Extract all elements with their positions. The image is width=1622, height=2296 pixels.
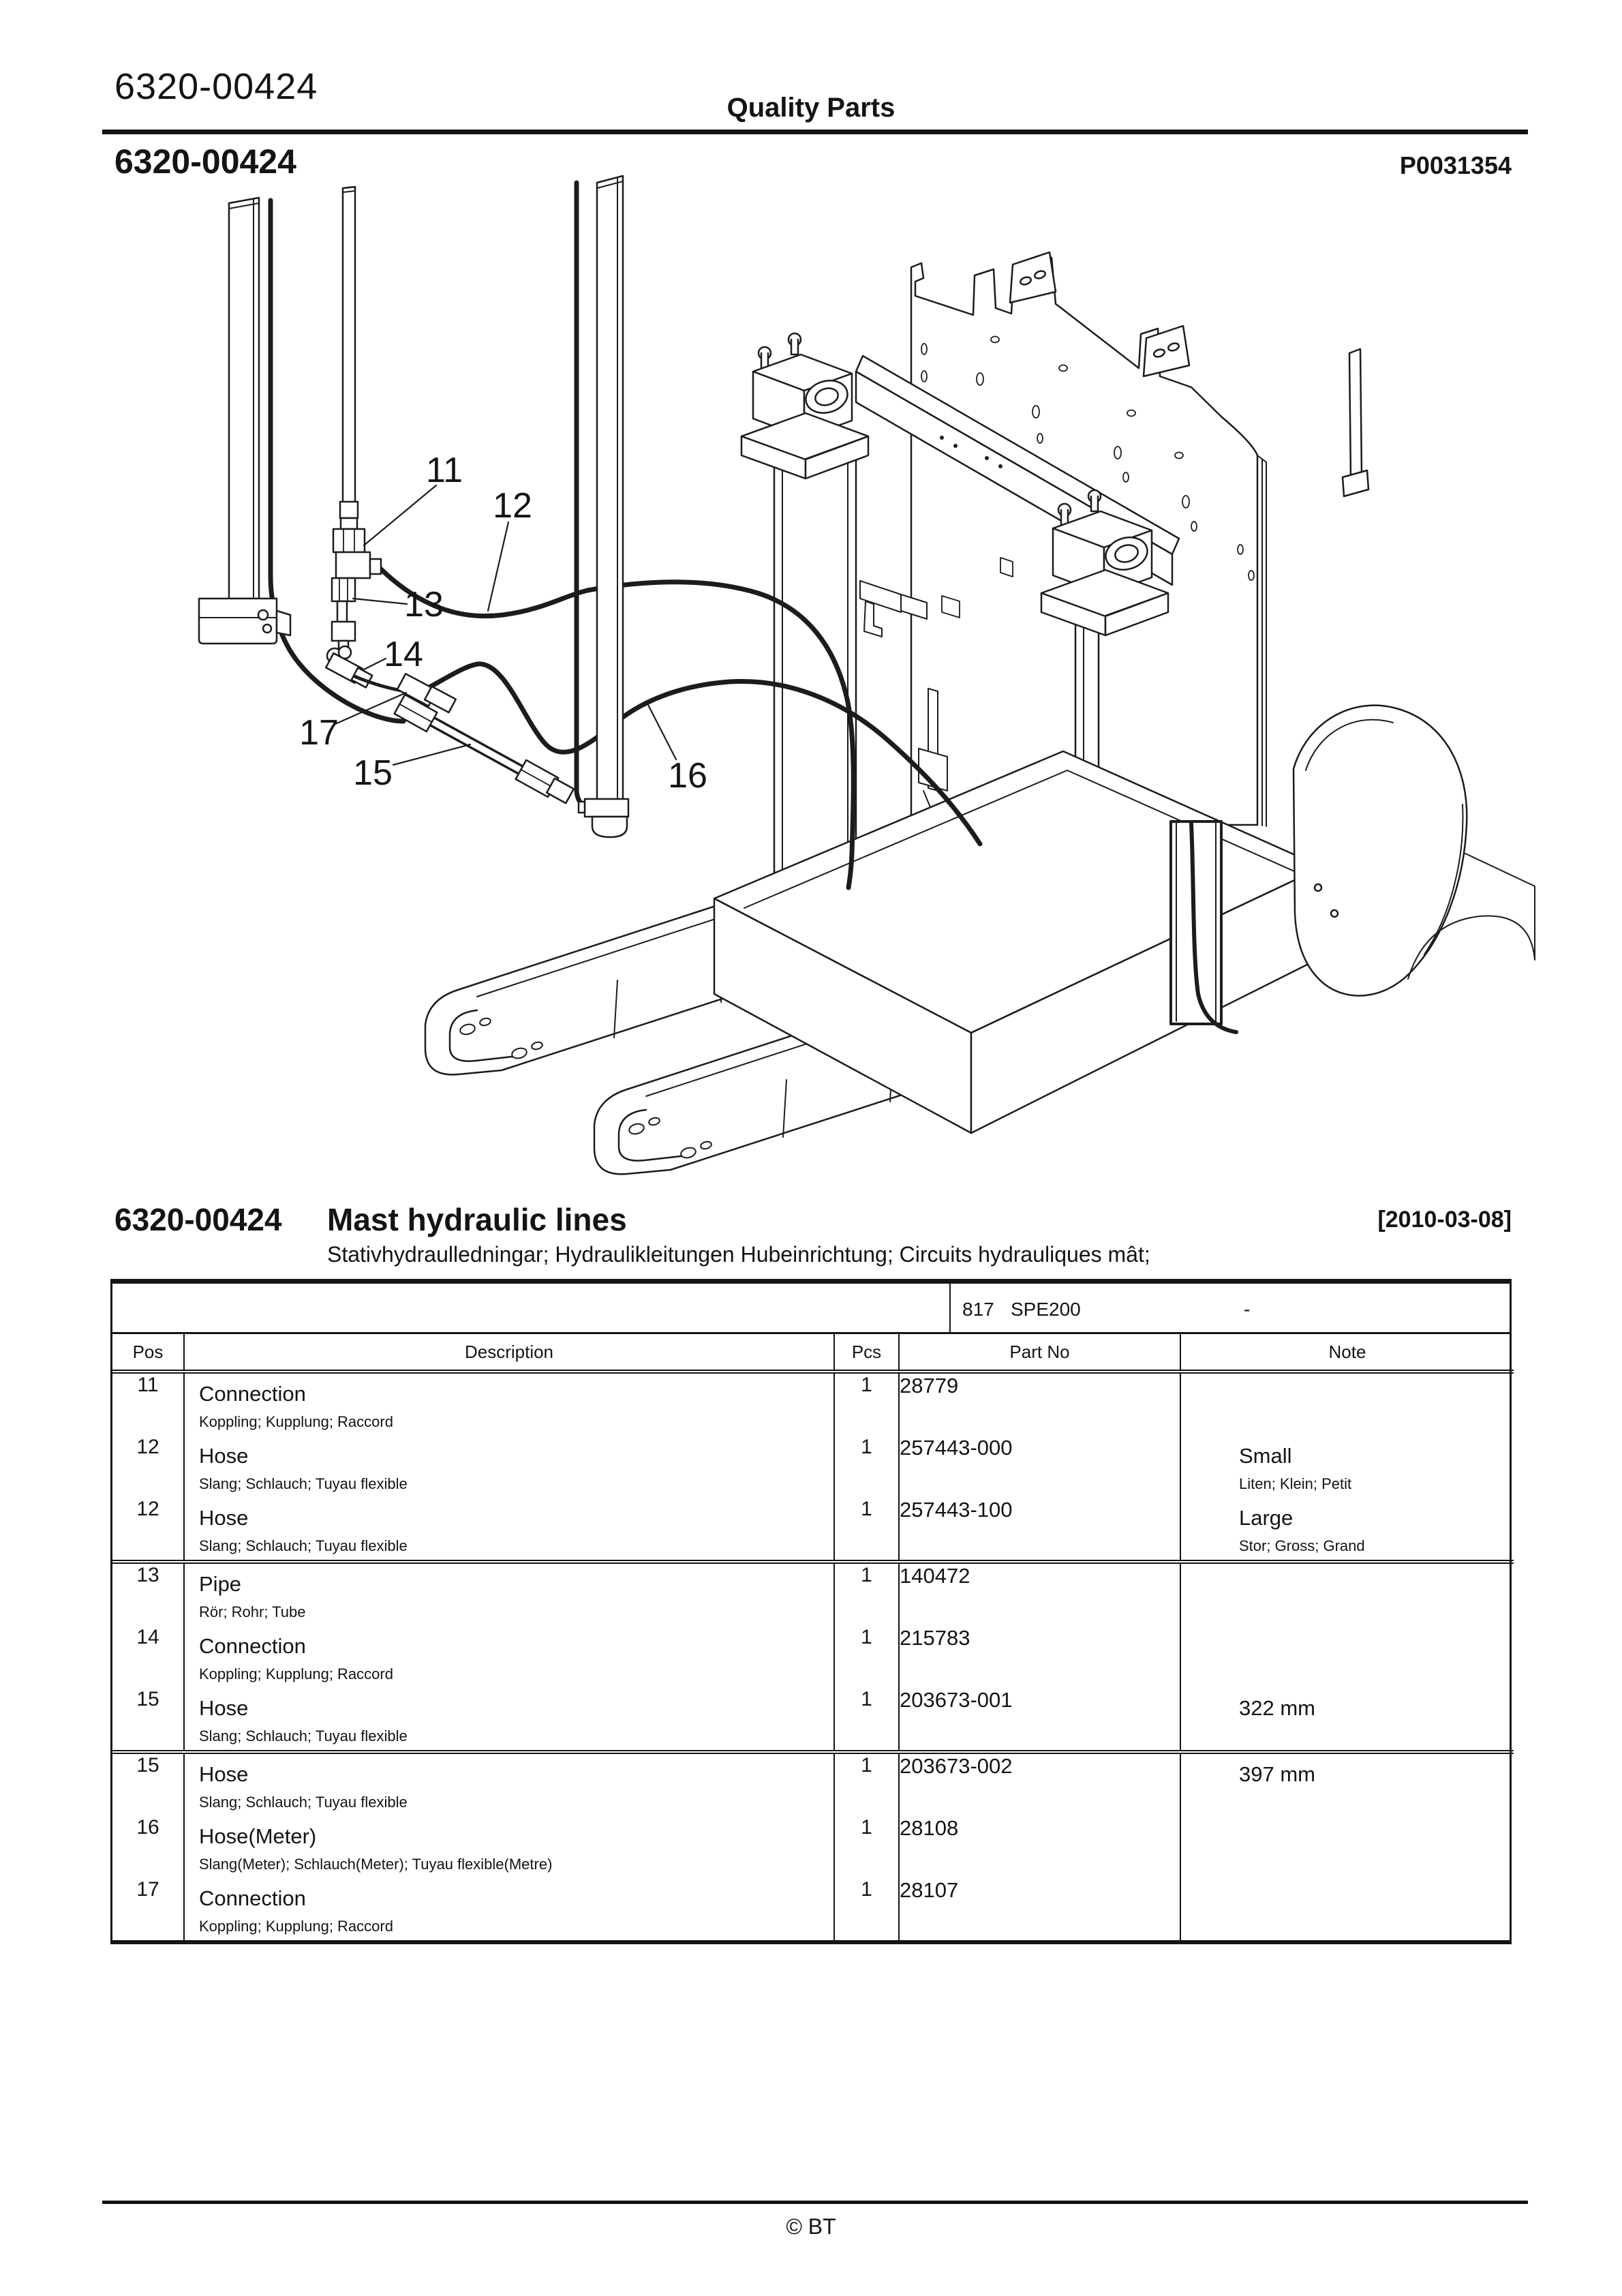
table-row: 15 Hose Slang; Schlauch; Tuyau flexible 1 203673-001 322 mm xyxy=(112,1688,1514,1752)
middle-cylinder-tube xyxy=(577,176,628,837)
callout-16: 16 xyxy=(668,756,707,796)
model-band xyxy=(112,1284,1510,1334)
table-row: 11 Connection Koppling; Kupplung; Raccord 1 28779 xyxy=(112,1372,1514,1436)
left-lift-cylinder xyxy=(199,198,403,721)
section-code: 6320-00424 xyxy=(114,142,296,181)
table-row: 14 Connection Koppling; Kupplung; Raccord 1 215783 xyxy=(112,1626,1514,1688)
pipe-13 xyxy=(332,578,355,649)
table-row: 17 Connection Koppling; Kupplung; Raccord 1 28107 xyxy=(112,1878,1514,1940)
mast-left-post xyxy=(774,455,856,896)
col-header-description: Description xyxy=(184,1334,834,1372)
title-block-code: 6320-00424 xyxy=(114,1202,282,1237)
table-header-row xyxy=(112,1334,1514,1372)
leader-11 xyxy=(364,485,436,545)
table-row: 15 Hose Slang; Schlauch; Tuyau flexible 1 203673-002 397 mm xyxy=(112,1752,1514,1816)
col-header-part-no: Part No xyxy=(899,1334,1180,1372)
table-row: 13 Pipe Rör; Rohr; Tube 1 140472 xyxy=(112,1562,1514,1626)
leader-16 xyxy=(647,704,676,759)
leader-15 xyxy=(393,744,470,765)
page-subtitle: Stativhydraulledningar; Hydraulikleitungen Hubeinrichtung; Circuits hydrauliques mât; xyxy=(327,1242,1150,1267)
header-center-title: Quality Parts xyxy=(726,93,896,123)
table-row: 12 Hose Slang; Schlauch; Tuyau flexible 1 257443-000 Small Liten; Klein; Petit xyxy=(112,1436,1514,1498)
callout-11: 11 xyxy=(426,451,463,490)
connection-11 xyxy=(333,518,381,578)
callout-12: 12 xyxy=(493,486,532,526)
parts-grid xyxy=(112,1334,1514,1940)
header-rule xyxy=(102,130,1528,134)
hose-16-path xyxy=(429,664,980,844)
mast-riser-hose xyxy=(577,183,597,811)
model-code: 817 xyxy=(962,1299,994,1320)
leader-12 xyxy=(488,522,508,611)
callout-15: 15 xyxy=(353,753,393,793)
col-header-note: Note xyxy=(1180,1334,1514,1372)
callout-leaders xyxy=(335,485,676,765)
callout-14: 14 xyxy=(384,635,423,674)
revision-date: [2010-03-08] xyxy=(1377,1207,1512,1233)
hose-15 xyxy=(395,695,574,803)
col-header-pcs: Pcs xyxy=(834,1334,899,1372)
page-title: Mast hydraulic lines xyxy=(327,1202,627,1237)
table-row: 12 Hose Slang; Schlauch; Tuyau flexible 1 257443-100 Large Stor; Gross; Grand xyxy=(112,1498,1514,1562)
callout-17: 17 xyxy=(299,713,339,753)
model-band-divider xyxy=(949,1284,951,1332)
left-cylinder-clamp xyxy=(741,333,868,479)
callout-13: 13 xyxy=(404,585,444,624)
figure-code: P0031354 xyxy=(1399,151,1512,179)
table-row: 16 Hose(Meter) Slang(Meter); Schlauch(Meter); Tuyau flexible(Metre) 1 28108 xyxy=(112,1816,1514,1878)
model-dash: - xyxy=(1244,1299,1251,1320)
leader-13 xyxy=(353,599,407,604)
footer-rule xyxy=(102,2201,1528,2204)
copyright: © BT xyxy=(786,2214,836,2239)
mast-rail xyxy=(1343,349,1368,496)
leader-14 xyxy=(364,659,386,669)
col-header-pos: Pos xyxy=(112,1334,184,1372)
doc-number-top: 6320-00424 xyxy=(114,66,318,107)
parts-table xyxy=(110,1279,1512,1944)
piston-rod xyxy=(340,187,358,518)
drive-unit-cover xyxy=(1294,706,1467,996)
model-name: SPE200 xyxy=(1011,1299,1081,1320)
